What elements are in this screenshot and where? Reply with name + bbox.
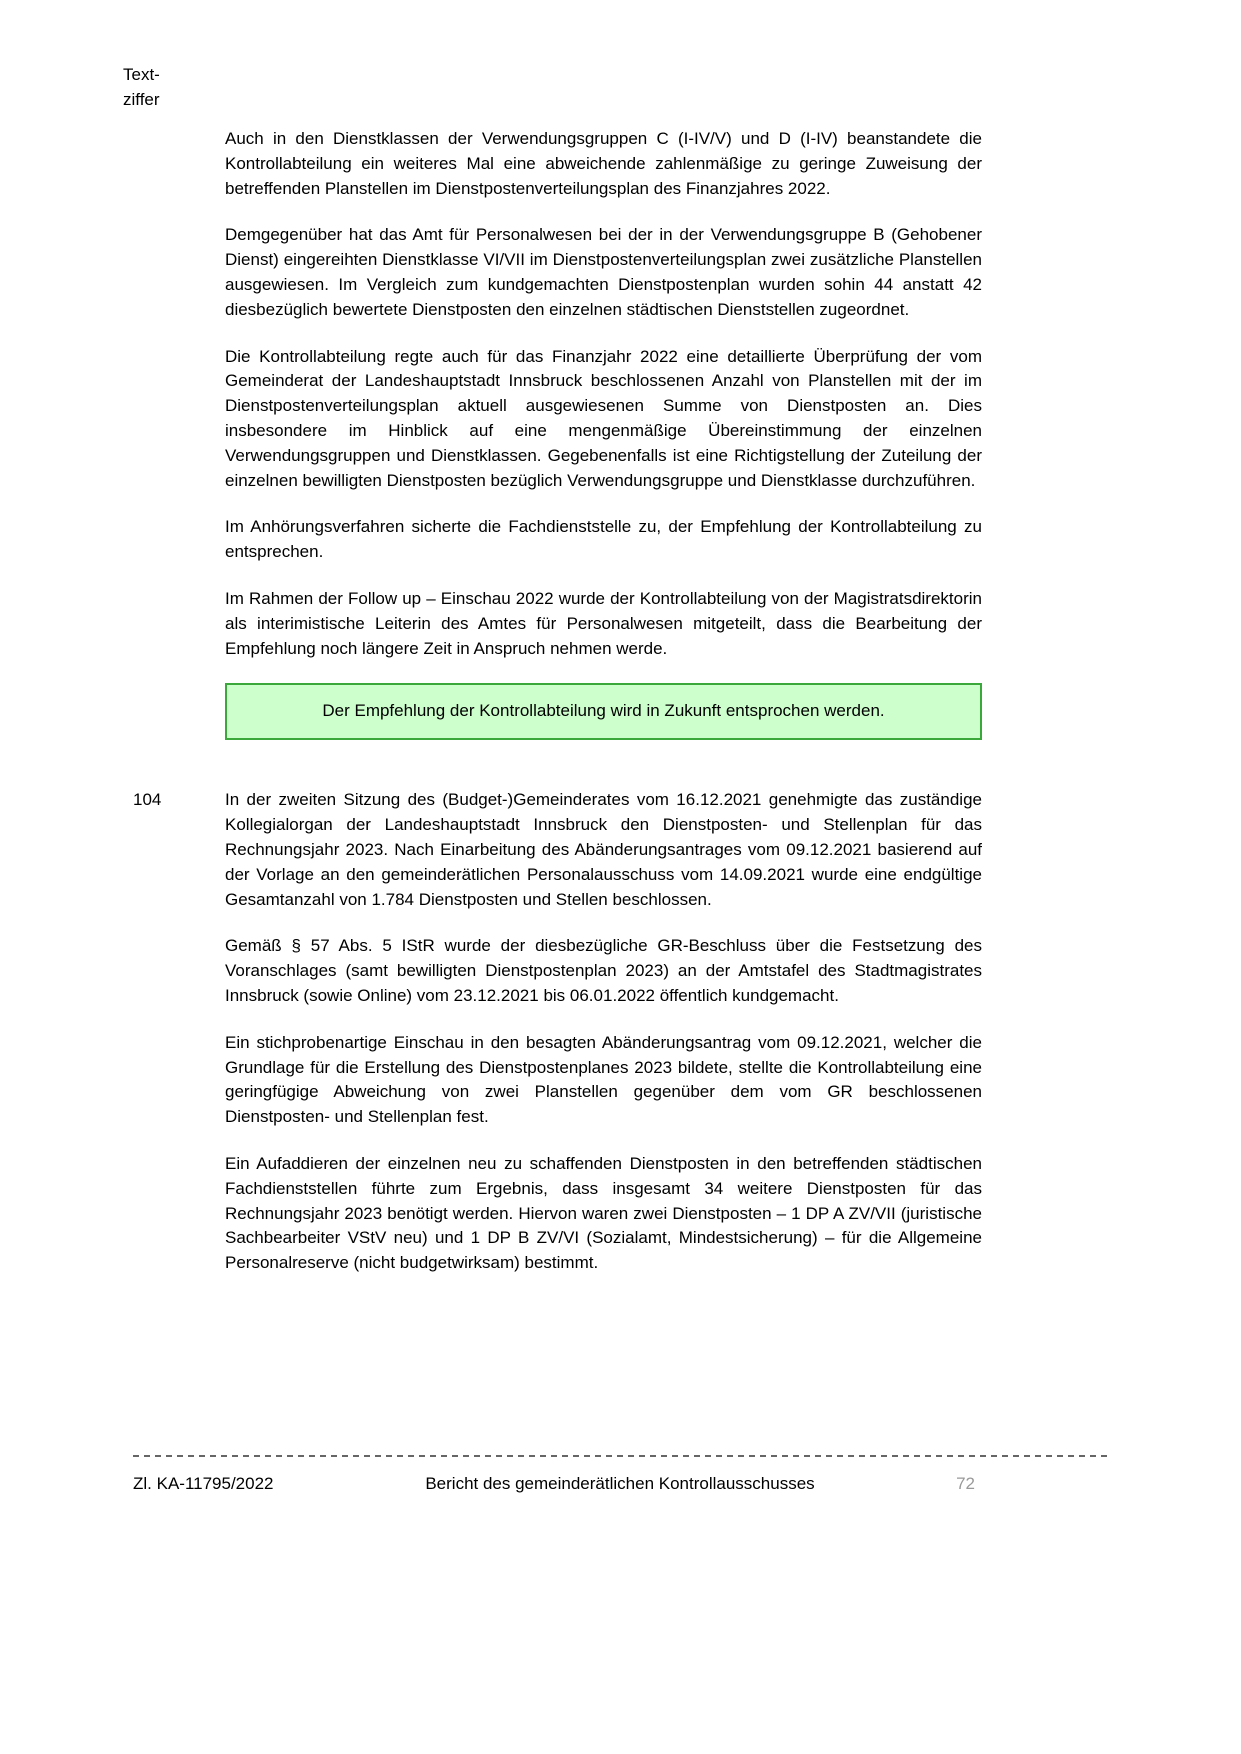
- footer-title: Bericht des gemeinderätlichen Kontrollausschusses: [425, 1474, 815, 1493]
- section-104: [133, 788, 982, 1276]
- footer-page-number: 72: [956, 1474, 975, 1493]
- paragraph: Demgegenüber hat das Amt für Personalwesen bei der in der Verwendungsgruppe B (Gehobener Dienst) eingereihten Dienstklasse VI/VII im Dienstpostenverteilungsplan zwei zusätzliche Planstellen ausgewiesen. Im Vergleich zum kundgemachten Dienstpostenplan wurden sohin 44 anstatt 42 diesbezüglich bewertete Dienstposten den einzelnen städtischen Dienststellen zugeordnet.: [225, 225, 982, 319]
- paragraph: In der zweiten Sitzung des (Budget-)Gemeinderates vom 16.12.2021 genehmigte das zuständige Kollegialorgan der Landeshauptstadt Innsbruck den Dienstposten- und Stellenplan für das Rechnungsjahr 2023. Nach Einarbeitung des Abänderungsantrages vom 09.12.2021 basierend auf der Vorlage an den gemeinderätlichen Personalausschuss vom 14.09.2021 wurde eine endgültige Gesamtanzahl von 1.784 Dienstposten und Stellen beschlossen.: [225, 790, 982, 909]
- item-number-104: 104: [133, 790, 162, 810]
- textziffer-line1: Text-: [123, 65, 160, 84]
- paragraph: Auch in den Dienstklassen der Verwendungsgruppen C (I-IV/V) und D (I-IV) beanstandete die Kontrollabteilung ein weiteres Mal eine abweichende zahlenmäßige zu geringe Zuweisung der betreffenden Planstellen im Dienstpostenverteilungsplan des Finanzjahres 2022.: [225, 129, 982, 198]
- textziffer-line2: ziffer: [123, 90, 160, 109]
- paragraph: Ein Aufaddieren der einzelnen neu zu schaffenden Dienstposten in den betreffenden städtischen Fachdienststellen führte zum Ergebnis, dass insgesamt 34 weitere Dienstposten für das Rechnungsjahr 2023 benötigt werden. Hiervon waren zwei Dienstposten – 1 DP A ZV/VII (juristische Sachbearbeiter VStV neu) und 1 DP B ZV/VI (Sozialamt, Mindestsicherung) – für die Allgemeine Personalreserve (nicht budgetwirksam) bestimmt.: [225, 1153, 982, 1273]
- footer-reference: Zl. KA-11795/2022: [133, 1474, 274, 1493]
- body-text-column: [133, 127, 982, 1298]
- paragraph: Gemäß § 57 Abs. 5 IStR wurde der diesbezügliche GR-Beschluss über die Festsetzung des Voranschlages (samt bewilligten Dienstpostenplan 2023) an der Amtstafel des Stadtmagistrates Innsbruck (sowie Online) vom 23.12.2021 bis 06.01.2022 öffentlich kundgemacht.: [225, 936, 982, 1005]
- footer-divider: [133, 1455, 1110, 1457]
- paragraph: Im Anhörungsverfahren sicherte die Fachdienststelle zu, der Empfehlung der Kontrollabteilung zu entsprechen.: [225, 517, 982, 562]
- recommendation-box: [225, 683, 982, 740]
- paragraph: Die Kontrollabteilung regte auch für das Finanzjahr 2022 eine detaillierte Überprüfung der vom Gemeinderat der Landeshauptstadt Innsbruck beschlossenen Anzahl von Planstellen mit der im Dienstpostenverteilungsplan aktuell ausgewiesenen Summe von Dienstposten an. Dies insbesondere im Hinblick auf eine mengenmäßige Übereinstimmung der einzelnen Verwendungsgruppen und Dienstklassen. Gegebenenfalls ist eine Richtigstellung der Zuteilung der einzelnen bewilligten Dienstposten bezüglich Verwendungsgruppe und Dienstklasse durchzuführen.: [225, 346, 982, 490]
- textziffer-label: [123, 62, 160, 112]
- paragraph: Im Rahmen der Follow up – Einschau 2022 wurde der Kontrollabteilung von der Magistratsdirektorin als interimistische Leiterin des Amtes für Personalwesen mitgeteilt, dass die Bearbeitung der Empfehlung noch längere Zeit in Anspruch nehmen werde.: [225, 588, 982, 658]
- paragraph: Ein stichprobenartige Einschau in den besagten Abänderungsantrag vom 09.12.2021, welcher die Grundlage für die Erstellung des Dienstpostenplanes 2023 bildete, stellte die Kontrollabteilung eine geringfügige Abweichung von zwei Planstellen gegenüber dem vom GR beschlossenen Dienstposten- und Stellenplan fest.: [225, 1032, 982, 1127]
- page-footer: [133, 1455, 1110, 1493]
- recommendation-text: Der Empfehlung der Kontrollabteilung wird in Zukunft entsprochen werden.: [322, 701, 885, 721]
